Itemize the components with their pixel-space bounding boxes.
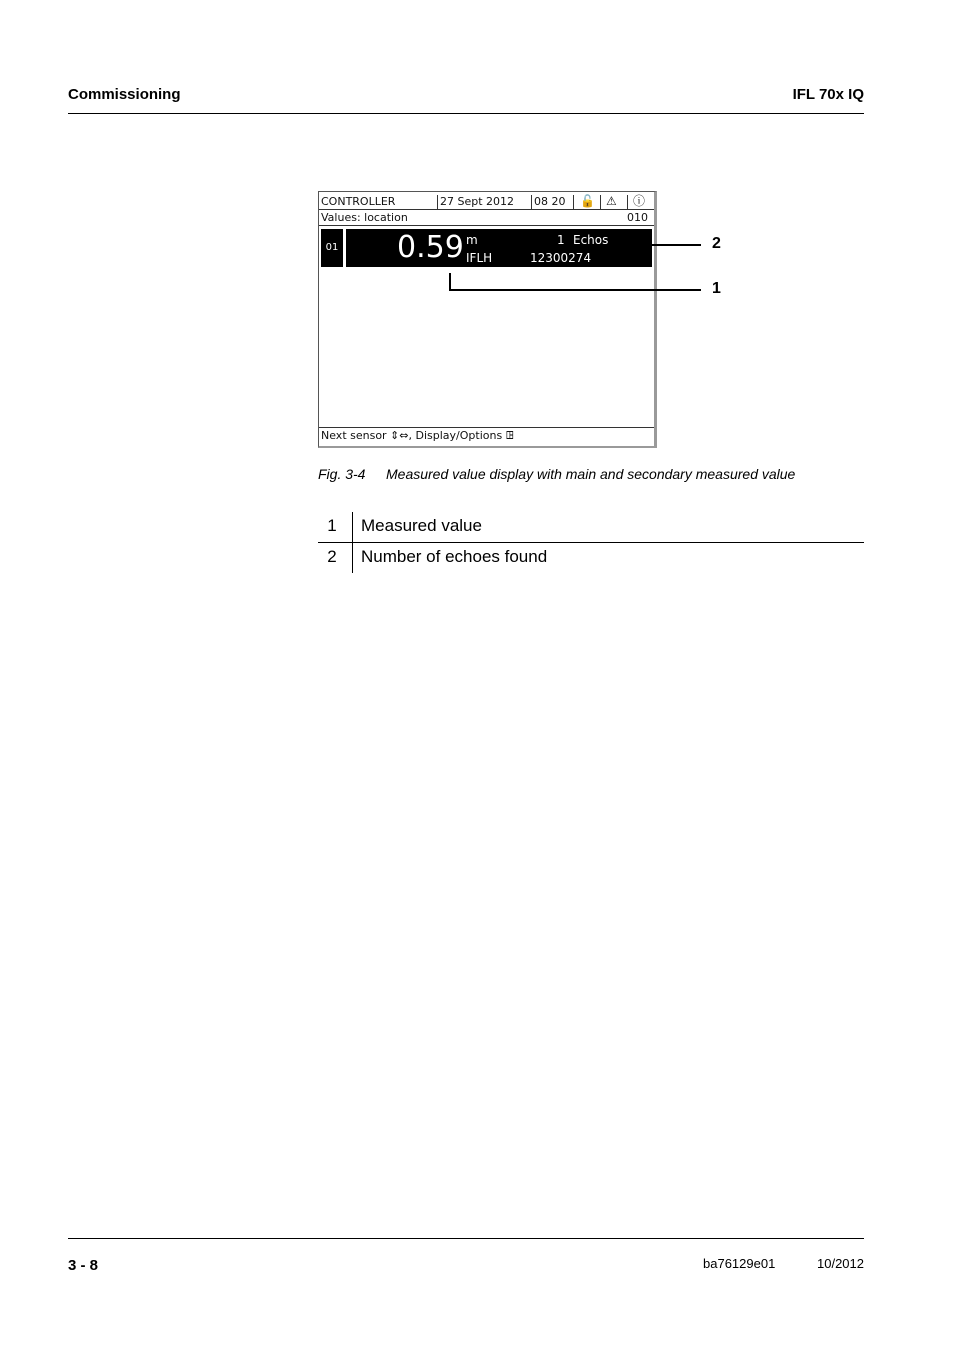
- document-id: ba76129e01: [703, 1256, 776, 1271]
- callout-line-1: [449, 289, 701, 291]
- document-date: 10/2012: [817, 1256, 864, 1271]
- parameter-label: IFLH: [466, 251, 493, 265]
- page-number: 010: [627, 211, 648, 224]
- lock-icon: 🔓: [580, 194, 595, 208]
- divider: [627, 195, 628, 209]
- divider: [573, 195, 574, 209]
- legend-number: 2: [327, 547, 337, 566]
- legend-table: [318, 512, 864, 573]
- figure-caption: [318, 466, 795, 482]
- measurement-row[interactable]: [321, 229, 652, 267]
- sensor-index: 01: [321, 229, 343, 267]
- serial-number: 12300274: [530, 251, 592, 265]
- echo-count: 1: [557, 233, 565, 247]
- page-number-footer: 3 - 8: [68, 1257, 99, 1274]
- unit-label: m: [466, 233, 478, 247]
- legend-row: [318, 543, 864, 573]
- echo-label: Echos: [573, 233, 609, 247]
- callout-label-1: 1: [712, 280, 721, 297]
- figure-number: Fig. 3-4: [318, 466, 366, 482]
- info-icon: ⓘ: [633, 194, 646, 208]
- bottom-bar: [319, 427, 654, 444]
- footer-rule: [68, 1238, 864, 1239]
- section-title: Commissioning: [68, 86, 181, 103]
- date-label: 27 Sept 2012: [440, 195, 515, 208]
- legend-number: 1: [327, 516, 337, 535]
- callout-label-2: 2: [712, 235, 721, 252]
- legend-row: [318, 512, 864, 543]
- status-bar: [319, 194, 654, 210]
- navigation-hint: Next sensor ⇕⇔, Display/Options ꖸ: [321, 429, 514, 442]
- measured-value: 0.59: [397, 230, 464, 265]
- divider: [600, 195, 601, 209]
- mode-label: CONTROLLER: [321, 195, 396, 208]
- header-rule: [68, 113, 864, 114]
- warning-icon: ⚠: [606, 194, 617, 208]
- sub-bar: [319, 211, 654, 226]
- device-screen: [318, 191, 657, 448]
- screen-title: Values: location: [321, 211, 408, 224]
- legend-text: Number of echoes found: [361, 547, 548, 566]
- divider: [531, 195, 532, 209]
- figure-caption-text: Measured value display with main and secondary measured value: [386, 466, 796, 482]
- product-name: IFL 70x IQ: [792, 86, 864, 103]
- divider: [437, 195, 438, 209]
- time-label: 08 20: [534, 195, 566, 208]
- measurement-panel: [346, 229, 652, 267]
- legend-text: Measured value: [361, 516, 482, 535]
- callout-line-2: [645, 244, 701, 246]
